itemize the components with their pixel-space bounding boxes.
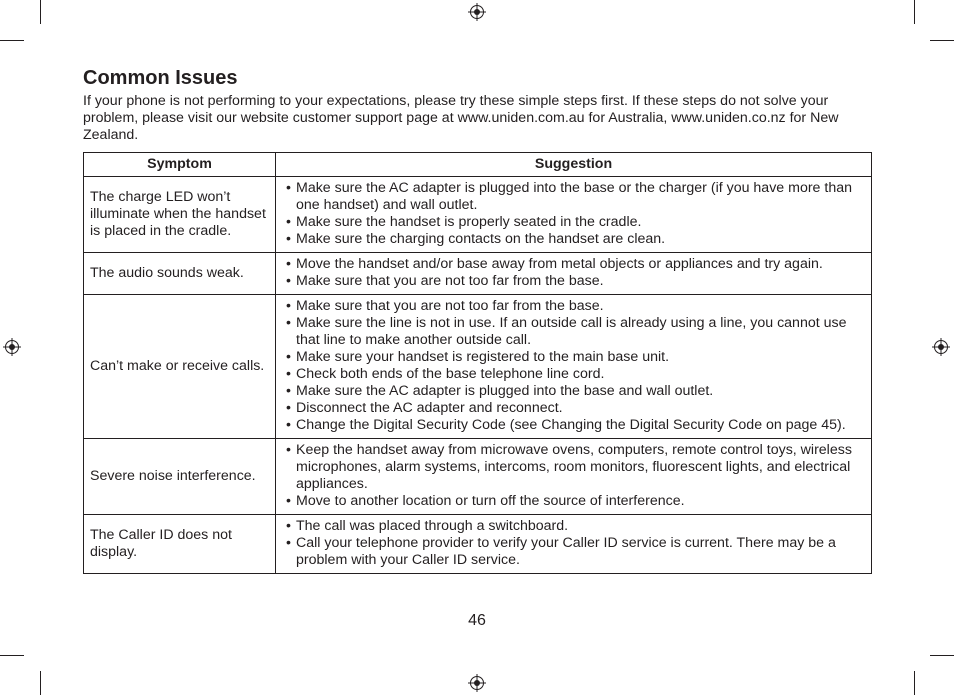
troubleshooting-table (83, 152, 872, 574)
page-number: 46 (468, 612, 486, 629)
suggestion-item: • Make sure your handset is registered to the main base unit. (286, 349, 865, 366)
suggestion-item: • Make sure the AC adapter is plugged into the base or the charger (if you have more than one handset) and wall outlet. (286, 180, 865, 214)
table-header-row (84, 153, 872, 177)
intro-paragraph: If your phone is not performing to your expectations, please try these simple steps first. If these steps do not solve your problem, please visit our website customer support page at www.uniden.com.au for Australia, www.uniden.co.nz for New Zealand. (83, 93, 839, 143)
symptom-cell: The Caller ID does not display. (84, 515, 276, 574)
table-row (84, 439, 872, 515)
suggestion-cell (276, 177, 872, 253)
suggestion-item: • Disconnect the AC adapter and reconnect. (286, 400, 865, 417)
table-row (84, 253, 872, 295)
suggestion-item: • Check both ends of the base telephone line cord. (286, 366, 865, 383)
crop-mark (914, 671, 915, 695)
crop-mark (914, 0, 915, 24)
suggestion-item: • Make sure the handset is properly seated in the cradle. (286, 214, 865, 231)
table-row (84, 177, 872, 253)
crop-mark (930, 40, 954, 41)
crop-mark (930, 655, 954, 656)
symptom-cell: Severe noise interference. (84, 439, 276, 515)
suggestion-list (286, 518, 865, 569)
suggestion-list (286, 442, 865, 510)
suggestion-item: • Move the handset and/or base away from metal objects or appliances and try again. (286, 256, 865, 273)
suggestion-item: • Make sure that you are not too far from the base. (286, 298, 865, 315)
suggestion-cell (276, 439, 872, 515)
suggestion-item: • Change the Digital Security Code (see Changing the Digital Security Code on page 45). (286, 417, 865, 434)
registration-mark-icon (468, 674, 486, 692)
registration-mark-icon (3, 338, 21, 356)
suggestion-cell (276, 515, 872, 574)
suggestion-column-header: Suggestion (276, 153, 872, 177)
registration-mark-icon (468, 3, 486, 21)
symptom-cell: Can’t make or receive calls. (84, 295, 276, 439)
suggestion-item: • Make sure the AC adapter is plugged into the base and wall outlet. (286, 383, 865, 400)
suggestion-item: • The call was placed through a switchboard. (286, 518, 865, 535)
table-row (84, 515, 872, 574)
suggestion-item: • Make sure the line is not in use. If an outside call is already using a line, you cannot use that line to make another outside call. (286, 315, 865, 349)
suggestion-list (286, 256, 865, 290)
table-row (84, 295, 872, 439)
suggestion-item: • Move to another location or turn off the source of interference. (286, 493, 865, 510)
symptom-cell: The audio sounds weak. (84, 253, 276, 295)
registration-mark-icon (932, 338, 950, 356)
suggestion-item: • Keep the handset away from microwave ovens, computers, remote control toys, wireless microphones, alarm systems, intercoms, room monitors, fluorescent lights, and electrical appliances. (286, 442, 865, 493)
suggestion-item: • Make sure that you are not too far from the base. (286, 273, 865, 290)
symptom-column-header: Symptom (84, 153, 276, 177)
crop-mark (0, 40, 24, 41)
crop-mark (40, 0, 41, 24)
suggestion-list (286, 298, 865, 434)
crop-mark (40, 671, 41, 695)
suggestion-item: • Call your telephone provider to verify your Caller ID service is current. There may be a problem with your Caller ID service. (286, 535, 865, 569)
symptom-cell: The charge LED won’t illuminate when the handset is placed in the cradle. (84, 177, 276, 253)
suggestion-cell (276, 295, 872, 439)
suggestion-item: • Make sure the charging contacts on the handset are clean. (286, 231, 865, 248)
page-title: Common Issues (83, 67, 238, 89)
suggestion-cell (276, 253, 872, 295)
crop-mark (0, 655, 24, 656)
suggestion-list (286, 180, 865, 248)
